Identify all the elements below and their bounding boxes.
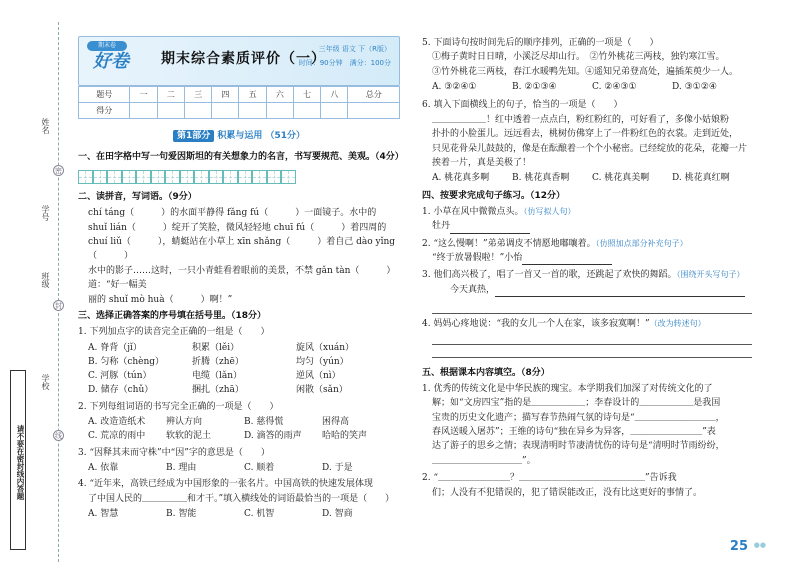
seal-circle-xian: 线 (55, 432, 62, 440)
q6-options (422, 173, 752, 184)
option: 电缆（lǎn） (192, 371, 243, 382)
seal-circle-feng: 封 (55, 302, 62, 310)
q3-sub4-options (78, 509, 400, 520)
option: 均匀（yún） (296, 356, 349, 367)
option[interactable]: A. 智慧 (88, 508, 119, 519)
q4-title: 四、按要求完成句子练习。（12分） (422, 190, 566, 201)
option[interactable]: B. 匀称（chèng） (88, 356, 165, 367)
tianzige-cell[interactable] (151, 170, 166, 185)
brand-logo: 好卷 (93, 51, 129, 72)
option[interactable]: B. 慈得慌 (244, 417, 284, 428)
option[interactable]: B. 桃花真香啊 (512, 173, 570, 184)
answer-blank[interactable] (450, 224, 530, 234)
q3-sub3: 3. “因释其耒而守株”中“因”字的意思是（ ） (78, 447, 270, 458)
answer-blank[interactable] (522, 255, 612, 265)
q6-stem: 6. 填入下面横线上的句子，恰当的一项是（ ） (422, 100, 623, 111)
tianzige-cell[interactable] (93, 170, 108, 185)
option[interactable]: D. ③①②④ (672, 82, 717, 93)
answer-blank[interactable] (495, 287, 745, 297)
option[interactable]: B. 理由 (166, 462, 197, 473)
tianzige-cell[interactable] (165, 170, 180, 185)
q4-sub2: 2. “这么慢啊！”弟弟调皮不情愿地嘟嚷着。（仿照加点部分补充句子） (422, 238, 688, 249)
option[interactable]: D. 智商 (322, 508, 353, 519)
q3-sub1-row-d (78, 385, 400, 396)
q2-line: 水中的影子……这时，一只小青蛙看着眼前的美景，不禁 gǎn tàn（ ）道：“好一幅美 (88, 265, 396, 291)
class-label: 班级 (41, 272, 50, 288)
grade-info: 三年级 语文 下（R版） (318, 45, 391, 53)
q4-sub2-prompt: “终于放暑假啦！”小怡 (422, 251, 752, 265)
q6-line: ＿＿＿＿＿＿！红中透着一点点白，粉红粉红的，可好看了，多像小姑娘粉 (432, 114, 730, 125)
option[interactable]: C. 荒凉的雨中 (88, 431, 146, 442)
score-input-cell[interactable] (321, 103, 348, 119)
tianzige-cell[interactable] (281, 170, 296, 185)
q3-sub3-options (78, 463, 400, 474)
tianzige-cell[interactable] (252, 170, 267, 185)
option[interactable]: C. 桃花真美啊 (592, 173, 650, 184)
student-id-label: 学号 (41, 205, 50, 221)
option: 旋风（xuán） (296, 342, 355, 353)
time-score-info: 时间：90分钟 满分：100分 (298, 59, 391, 67)
q6-line: 扑扑的小脸蛋儿。远远看去，桃树仿佛穿上了一件粉红色的衣裳。走到近处， (432, 129, 739, 140)
q5b-line: ＿＿＿＿＿＿＿＿＿＿”。 (432, 455, 536, 466)
q3-sub2: 2. 下列每组词语的书写完全正确的一项是（ ） (78, 401, 279, 412)
answer-line[interactable] (432, 301, 752, 314)
q5b-title: 五、根据课本内容填空。（8分） (422, 367, 550, 378)
q3-title: 三、选择正确答案的序号填在括号里。（18分） (78, 310, 267, 321)
score-input-cell[interactable] (266, 103, 293, 119)
tianzige-cell[interactable] (194, 170, 209, 185)
option[interactable]: A. 改造造纸术 (88, 417, 146, 428)
part1-tag: 第1部分 (173, 130, 214, 142)
q4-sub3-hint: （围绕开头写句子） (676, 270, 745, 280)
option[interactable]: D. 储存（chǔ） (88, 385, 154, 396)
tianzige-cell[interactable] (136, 170, 151, 185)
score-cell: 一 (130, 87, 157, 103)
q3-sub1: 1. 下列加点字的读音完全正确的一组是（ ） (78, 327, 270, 338)
tianzige-cell[interactable] (223, 170, 238, 185)
seal-warning-note: 请不要在密封线内答题 (10, 370, 26, 550)
option[interactable]: C. ②④③① (592, 82, 637, 93)
option[interactable]: D. 于是 (322, 462, 353, 473)
score-table (78, 86, 400, 119)
score-table-score-row (79, 103, 400, 119)
q4-sub4: 4. 妈妈心疼地说：“我的女儿一个人在家，该多寂寞啊！”（改为转述句） (422, 319, 706, 330)
option: 折腾（zhē） (192, 356, 244, 367)
q5-line: ①梅子黄时日日晴，小溪泛尽却山行。 ②竹外桃花三两枝，独钓寒江雪。 (432, 52, 725, 63)
option: 捆扎（zhā） (192, 385, 244, 396)
q4-sub3-prompt: 今天真热， (422, 283, 752, 297)
tianzige-cell[interactable] (180, 170, 195, 185)
part1-title: 积累与运用 (217, 131, 263, 141)
exam-header (78, 36, 400, 86)
seal-line (58, 22, 59, 562)
option[interactable]: D. 桃花真红啊 (672, 173, 730, 184)
option[interactable]: A. 依靠 (88, 462, 119, 473)
page-number: 25 (729, 538, 748, 554)
q5-options (422, 82, 752, 93)
option: 困得高 (322, 417, 350, 428)
option[interactable]: C. 机智 (244, 508, 275, 519)
score-row-label: 得分 (79, 103, 130, 119)
q3-sub2-row-ab (78, 417, 400, 428)
q3-sub2-row-cd (78, 431, 400, 442)
score-input-cell[interactable] (184, 103, 211, 119)
q4-sub1-hint: （仿写拟人句） (523, 206, 576, 216)
score-cell: 五 (239, 87, 266, 103)
name-label: 姓名 (41, 118, 50, 134)
q5-line: ③竹外桃花三两枝，春江水暖鸭先知。④遥知兄弟登高处，遍插茱萸少一人。 (432, 66, 739, 77)
tianzige-grid[interactable] (78, 170, 400, 185)
q6-line: 只见花骨朵儿鼓鼓的，像是在酝酿着一个个小秘密。已经绽放的花朵，花瓣一片挨着一片，真是美极了！ (432, 143, 748, 168)
option[interactable]: C. 河豚（tún） (88, 371, 152, 382)
answer-line[interactable] (432, 332, 752, 345)
tianzige-cell[interactable] (209, 170, 224, 185)
score-table-header-row (79, 87, 400, 103)
q3-sub1-row-a (78, 343, 400, 354)
tianzige-cell[interactable] (78, 170, 93, 185)
q5b-line: 宝贵的历史文化遗产；描写春节热闹气氛的诗句是“＿＿＿＿＿＿＿＿＿， (432, 412, 725, 423)
q4-sub2-hint: （仿照加点部分补充句子） (595, 238, 688, 248)
q1-title: 一、在田字格中写一句爱因斯坦的有关想象力的名言，书写要规范、美观。（4分） (78, 152, 404, 163)
q5b-line: 1. 优秀的传统文化是中华民族的瑰宝。本学期我们加深了对传统文化的了 (422, 383, 713, 394)
option[interactable]: B. 智能 (166, 508, 197, 519)
score-cell: 八 (321, 87, 348, 103)
score-input-cell[interactable] (157, 103, 184, 119)
tianzige-cell[interactable] (267, 170, 282, 185)
score-cell: 三 (184, 87, 211, 103)
option: 逆风（nì） (296, 371, 341, 382)
q2-line: chí táng（ ）的水面平静得 fǎng fú（ ）一面镜子。水中的 (88, 208, 377, 219)
score-input-cell[interactable] (239, 103, 266, 119)
q2-line: 丽的 shuǐ mò huà（ ）啊！” (88, 294, 233, 305)
q5b-line: 解；如“文房四宝”指的是＿＿＿＿＿＿；李春设计的＿＿＿＿＿＿是我国 (432, 398, 721, 409)
q5b-line: 达了游子的思乡之情；表现清明时节凄清忧伤的诗句是“清明时节雨纷纷， (432, 441, 725, 452)
seal-circle-mi: 密 (55, 167, 62, 175)
q5b-sub2-line1: 2. “＿＿＿＿＿＿＿＿？＿＿＿＿＿＿＿＿＿＿＿＿＿＿”告诉我 (422, 473, 677, 484)
option: 闲散（sǎn） (296, 385, 348, 396)
q5-stem: 5. 下面诗句按时间先后的顺序排列，正确的一项是（ ） (422, 38, 659, 48)
q2-title: 二、读拼音，写词语。（9分） (78, 192, 197, 202)
school-label: 学校 (41, 374, 50, 390)
tianzige-cell[interactable] (238, 170, 253, 185)
score-input-cell[interactable] (293, 103, 320, 119)
score-cell: 题号 (79, 87, 130, 103)
score-cell: 总分 (348, 87, 400, 103)
q4-sub1: 1. 小草在风中微微点头。（仿写拟人句） (422, 206, 576, 217)
score-input-cell[interactable] (348, 103, 400, 119)
exam-badge: 期末卷 (87, 41, 127, 51)
option: 辨认方向 (166, 417, 203, 428)
tianzige-cell[interactable] (122, 170, 137, 185)
option[interactable]: A. 桃花真多啊 (432, 173, 490, 184)
option: 积累（lěi） (192, 342, 240, 353)
q2-line: shuǐ lián（ ）绽开了笑脸，微风轻轻地 chuī fú（ ）着四周的 (88, 222, 387, 233)
right-column (422, 36, 752, 500)
score-input-cell[interactable] (212, 103, 239, 119)
option: 软软的泥土 (166, 431, 212, 442)
q3-sub1-row-c (78, 371, 400, 382)
part1-heading (78, 131, 400, 142)
answer-line[interactable] (432, 345, 752, 358)
q3-sub1-row-b (78, 357, 400, 368)
score-cell: 二 (157, 87, 184, 103)
left-column (78, 36, 404, 520)
tianzige-cell[interactable] (107, 170, 122, 185)
q2-line: chuí liǔ（ ），蜻蜓站在小草上 xīn shǎng（ ）着自己 dào yǐng（ ） (88, 237, 396, 262)
q5b-sub2-line2: 们；人没有不犯错误的，犯了错误能改正，没有比这更好的事情了。 (432, 487, 703, 498)
option: 哈哈的笑声 (322, 431, 368, 442)
q4-sub4-hint: （改为转述句） (649, 319, 706, 329)
q4-sub3: 3. 他们高兴极了，唱了一首又一首的歌，还跳起了欢快的舞蹈。（围绕开头写句子） (422, 270, 745, 281)
binding-strip (0, 0, 74, 569)
option[interactable]: A. 脊背（jǐ） (88, 342, 142, 353)
q4-sub1-prompt: 牡丹 (422, 219, 752, 233)
q5b-line: 春风送暖入屠苏”；王维的诗句“独在异乡为异客，＿＿＿＿＿＿＿＿”表 (432, 427, 716, 438)
q3-sub4-line1: 4. “近年来，高铁已经成为中国形象的一张名片。中国高铁的快速发展体现 (78, 479, 374, 490)
score-cell: 四 (212, 87, 239, 103)
score-input-cell[interactable] (130, 103, 157, 119)
q3-sub4-line2: 了中国人民的＿＿＿＿＿和才干。”填入横线处的词语最恰当的一项是（ ） (88, 493, 395, 504)
score-cell: 七 (293, 87, 320, 103)
exam-title: 期末综合素质评价（一） (161, 51, 326, 67)
option[interactable]: C. 顺着 (244, 462, 275, 473)
option[interactable]: D. 滴答的雨声 (244, 431, 302, 442)
page-dots-decoration: ●● (753, 541, 766, 550)
score-cell: 六 (266, 87, 293, 103)
option[interactable]: A. ③②④① (432, 82, 477, 93)
option[interactable]: B. ②①③④ (512, 82, 557, 93)
part1-points: （51分） (265, 131, 306, 141)
